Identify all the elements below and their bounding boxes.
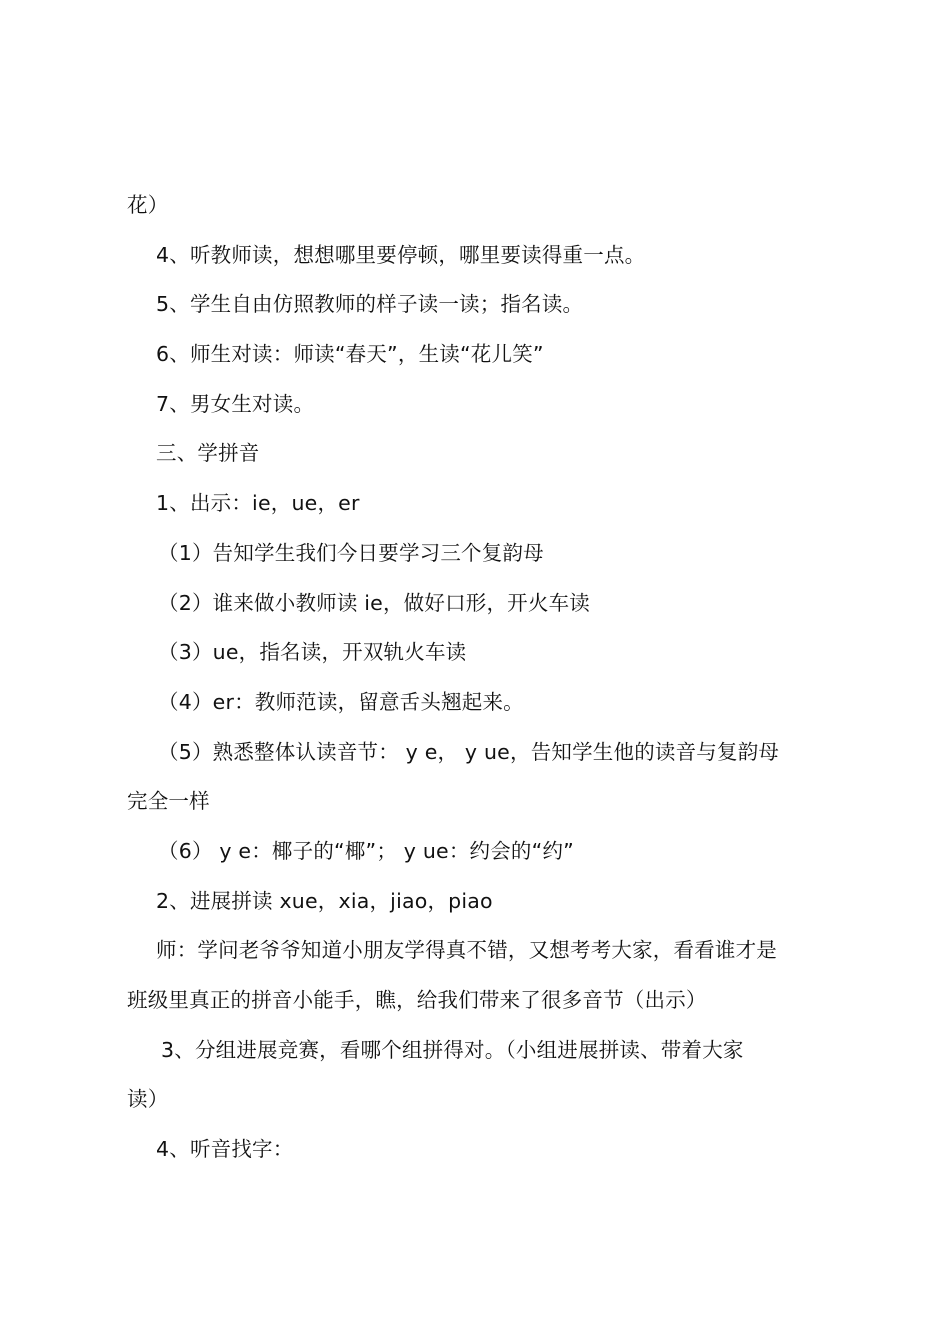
text-line: （3）ue，指名读，开双轨火车读 [158,640,467,665]
text-line: 5、学生自由仿照教师的样子读一读；指名读。 [156,292,584,317]
text-line: 1、出示：ie，ue，er [156,491,360,516]
text-line: 4、听教师读，想想哪里要停顿，哪里要读得重一点。 [156,242,646,267]
section-heading: 三、学拼音 [156,441,260,466]
text-line: 花） [127,193,169,217]
text-line: 班级里真正的拼音小能手，瞧，给我们带来了很多音节（出示） [127,988,707,1012]
document-body [127,182,837,1176]
text-line: 4、听音找字： [156,1137,294,1162]
text-line: 读） [127,1087,169,1112]
text-line: （1）告知学生我们今日要学习三个复韵母 [158,540,544,565]
text-line: （6） y e：椰子的“椰”； y ue：约会的“约” [158,838,574,863]
text-line: 6、师生对读：师读“春天”，生读“花儿笑” [156,342,544,367]
text-line: 完全一样 [127,789,210,814]
text-line: 3、分组进展竞赛，看哪个组拼得对。（小组进展拼读、带着大家 [161,1037,744,1062]
text-line: （4）er：教师范读，留意舌头翘起来。 [158,689,524,714]
text-line: （5）熟悉整体认读音节： y e， y ue，告知学生他的读音与复韵母 [158,739,780,764]
text-line: 2、进展拼读 xue，xia，jiao，piao [156,888,493,913]
text-line: （2）谁来做小教师读 ie，做好口形，开火车读 [158,590,590,615]
text-line: 师：学问老爷爷知道小朋友学得真不错，又想考考大家，看看谁才是 [156,938,777,963]
text-line: 7、男女生对读。 [156,391,315,416]
